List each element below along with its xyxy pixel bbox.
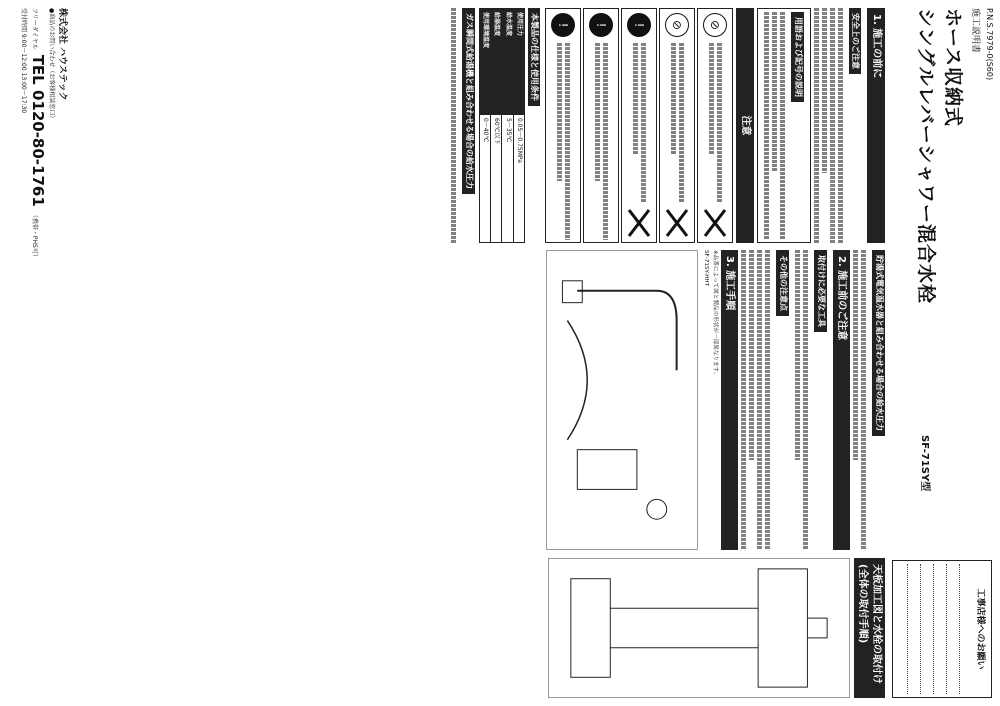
text-line (717, 43, 722, 202)
spec-heading: 本製品の仕様と使用条件 (528, 8, 541, 106)
spec-header-hot-temp: 給湯温度 (491, 9, 502, 115)
warning-row (583, 8, 619, 243)
product-subtitle: シングルレバーシャワー混合水栓 (915, 8, 937, 305)
spec-value-supply-temp: 5～35℃ (502, 115, 513, 243)
text-line (764, 12, 769, 239)
prohibited-illustration-icon (701, 206, 729, 240)
text-line (603, 43, 608, 240)
request-box (892, 560, 992, 698)
gas-heater-heading: ガス瞬間式給湯機と組み合わせる場合の給水圧力 (462, 8, 475, 194)
prohibited-icon: ⊘ (665, 13, 689, 37)
document-number: P.N.S.7979-0(S60) (985, 8, 994, 81)
text-line (780, 12, 785, 239)
text-line (709, 43, 714, 154)
table-row (480, 9, 491, 243)
section-1-heading: 1. 施工の前に (868, 8, 886, 243)
warning-row (659, 8, 695, 243)
text-line (741, 250, 746, 550)
text-line (861, 250, 866, 550)
text-line (679, 43, 684, 202)
spec-value-ambient-temp: 0～40℃ (480, 115, 491, 243)
warning-row (621, 8, 657, 243)
faucet-diagram-icon (547, 251, 697, 549)
phone-number: TEL 0120-80-1761 (29, 54, 47, 207)
text-line (907, 564, 920, 694)
safety-heading: 安全上のご注意 (849, 8, 862, 74)
text-line (557, 43, 562, 181)
product-title: ホース収納式 (942, 8, 964, 128)
spec-header-supply-temp: 給水温度 (502, 9, 513, 115)
reception-hours: 受付時間 9:00～12:00 13:00～17:30 (20, 8, 27, 114)
warning-row (545, 8, 581, 243)
text-line (830, 8, 835, 243)
document-header (914, 8, 994, 428)
text-line (920, 564, 933, 694)
spec-header-ambient-temp: 使用環境温度 (480, 9, 491, 115)
contact-footer (20, 8, 70, 698)
text-line (451, 8, 456, 243)
prohibited-icon: ⊘ (703, 13, 727, 37)
table-row (491, 9, 502, 243)
text-line (933, 564, 946, 694)
text-line (838, 8, 843, 243)
column-middle (546, 250, 888, 550)
caution-heading: 注意 (736, 8, 754, 243)
text-line (765, 250, 770, 550)
section-3-note: ※品番によって図と製品の形状が一部異なります。 (711, 250, 718, 378)
company-name: 株式会社 ハウステック (57, 8, 67, 101)
prohibited-illustration-icon (663, 206, 691, 240)
text-line (749, 250, 754, 460)
table-row (513, 9, 524, 243)
text-line (757, 250, 762, 550)
text-line (565, 43, 570, 240)
text-line (595, 43, 600, 181)
warning-row (697, 8, 733, 243)
spec-value-hot-temp: 60℃以下 (491, 115, 502, 243)
text-line (803, 250, 808, 550)
installation-diagram-icon (549, 559, 849, 697)
faucet-parts-figure (546, 250, 698, 550)
water-pressure-heading: 貯湯式電気温水器と組み合わせる場合の給水圧力 (872, 250, 885, 436)
section-2-heading: 2. 施工前のご注意 (833, 250, 851, 550)
prohibited-illustration-icon (625, 206, 653, 240)
icon-legend-heading: 用語および記号の説明 (791, 12, 804, 102)
installation-figure (548, 558, 850, 698)
text-line (959, 564, 972, 694)
text-line (822, 8, 827, 173)
spec-header-pressure: 使用圧力 (513, 9, 524, 115)
spec-value-pressure: 0.05～0.75MPa (513, 115, 524, 243)
model-number: SF-71SY型 (919, 435, 930, 492)
column-right (548, 558, 888, 698)
text-line (772, 12, 777, 171)
section-3-heading: 3. 施工手順 (721, 250, 739, 550)
phone-note: （携帯・PHS可） (31, 211, 38, 260)
text-line (946, 564, 959, 694)
spec-table (479, 8, 524, 243)
column-left (448, 8, 888, 243)
text-line (853, 250, 858, 460)
section-4-heading: 天板加工図と水栓の取付け(全体の取付手順) (854, 558, 885, 698)
text-line (641, 43, 646, 202)
icon-legend-box (757, 8, 811, 243)
text-line (795, 250, 800, 460)
table-row (502, 9, 513, 243)
other-notes-heading: その他の注意点 (776, 250, 789, 316)
section-3-model: SF-71SY-HHT (703, 250, 710, 287)
freedial-label: フリーダイヤル (31, 8, 38, 50)
tools-heading: 取付けに必要な工具 (814, 250, 827, 332)
text-line (671, 43, 676, 154)
text-line (633, 43, 638, 154)
text-line (814, 8, 819, 243)
document-kind: 施工説明書 (970, 8, 980, 54)
mandatory-icon: ! (551, 13, 575, 37)
mandatory-icon: ! (627, 13, 651, 37)
contact-label: ●商品のお問い合わせ（お客様相談窓口） (48, 8, 55, 122)
mandatory-icon: ! (589, 13, 613, 37)
request-title: 工事店様へのお願い (975, 588, 985, 670)
